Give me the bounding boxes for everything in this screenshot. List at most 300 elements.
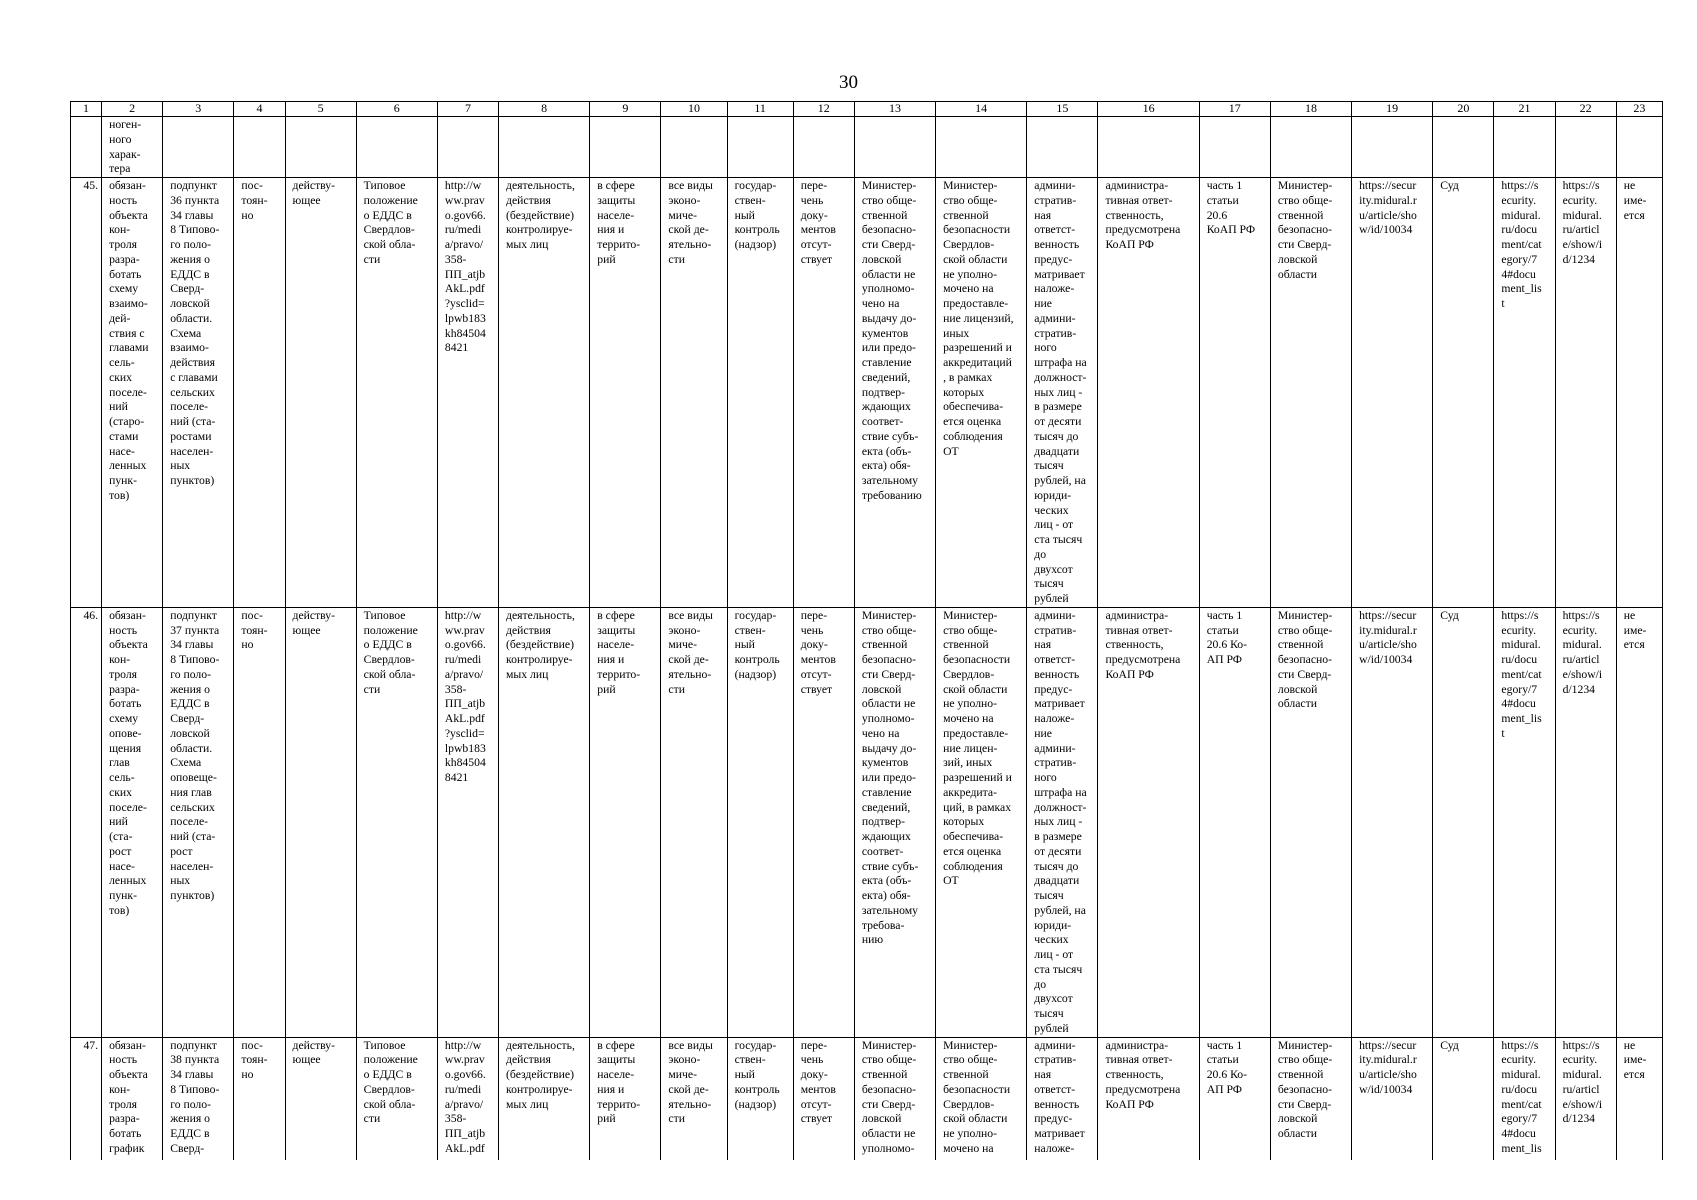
cell-line: 36 пункта (170, 193, 220, 207)
cell-line: матривает (1034, 697, 1085, 711)
cell-line: от десяти (1034, 844, 1082, 858)
table-cell (499, 117, 590, 178)
table-cell (590, 607, 661, 1037)
cell-line: тера (109, 162, 131, 176)
cell-line: ноген- (109, 118, 142, 131)
cell-line: ный (734, 208, 755, 222)
cell-line: o.gov66. (444, 208, 486, 222)
cell-line: тивная ответ- (1105, 623, 1173, 637)
cell-line (1563, 118, 1613, 119)
cell-line: Министер- (943, 608, 998, 622)
cell-line: (надзор) (734, 1097, 777, 1111)
table-cell (1616, 117, 1662, 178)
table-cell (590, 1037, 661, 1160)
cell-line: ской области (943, 1112, 1008, 1126)
cell-line: АП РФ (1206, 1082, 1243, 1096)
cell-line: сведений, (861, 370, 911, 384)
cell-line: име- (1623, 623, 1647, 637)
cell-line: Суд (1440, 1038, 1459, 1052)
cell-line: сти (363, 682, 381, 696)
cell-line: рий (597, 1112, 616, 1126)
table-cell (1027, 1037, 1098, 1160)
cell-line: контроль (734, 653, 780, 666)
cell-line: в сфере (597, 608, 635, 622)
table-cell (102, 117, 163, 178)
table-cell (793, 1037, 854, 1160)
cell-line: сти Сверд- (861, 238, 916, 251)
cell-line: u/article/sho (1359, 638, 1417, 652)
cell-line: http://w (444, 608, 482, 622)
cell-line: уполномо- (861, 282, 915, 296)
cell-line: t (1501, 297, 1505, 310)
cell-line: https://secur (1359, 1038, 1417, 1052)
cell-line: ждающих (861, 830, 911, 843)
cell-line: троля (109, 1097, 138, 1111)
cell-line: обязан- (109, 1038, 146, 1052)
table-cell (1027, 117, 1098, 178)
cell-line: ние (1034, 726, 1052, 740)
cell-line: кон- (109, 1082, 131, 1096)
cell-line: админи- (1034, 1038, 1076, 1052)
cell-line: жения о (170, 682, 210, 696)
cell-line: предоставле- (943, 297, 1009, 310)
cell-line: midural. (1562, 638, 1602, 652)
cell-line: https://s (1501, 608, 1539, 622)
cell-line: государ- (734, 179, 777, 192)
cell-line: AkL.pdf (444, 712, 485, 725)
cell-line: разрешений и (943, 341, 1012, 355)
table-cell (727, 178, 793, 608)
cell-line: выдачу до- (861, 741, 917, 755)
cell-line: Свердлов- (943, 667, 995, 681)
cell-line: 8421 (444, 341, 469, 355)
table-cell (1616, 607, 1662, 1037)
cell-line: тов) (109, 488, 130, 502)
cell-line: екта) обя- (861, 459, 911, 473)
table-cell (163, 607, 234, 1037)
table-cell (1098, 607, 1199, 1037)
cell-line: чено на (861, 297, 900, 310)
table-cell (1494, 607, 1555, 1037)
cell-line: сти (363, 1112, 381, 1126)
cell-line: ственность, (1105, 638, 1164, 652)
cell-line: рост (109, 844, 132, 858)
cell-line (1440, 118, 1490, 119)
cell-line: ботать (109, 267, 142, 281)
cell-line: действу- (292, 1038, 336, 1052)
cell-line: 45. (83, 179, 99, 192)
cell-line: объекта (109, 208, 148, 222)
cell-line: АП РФ (1206, 653, 1243, 666)
cell-line: безопасно- (1277, 653, 1333, 666)
cell-line: ответст- (1034, 1082, 1076, 1096)
table-cell (661, 117, 727, 178)
column-number-cell: 21 (1494, 102, 1555, 117)
cell-line: ской области (943, 252, 1008, 266)
cell-line: венность (1034, 1097, 1080, 1111)
cell-line (293, 118, 353, 119)
cell-line: не (1623, 1038, 1636, 1052)
cell-line: a/pravo/ (444, 667, 484, 681)
cell-line: троля (109, 238, 138, 251)
cell-line: безопасности (943, 653, 1011, 666)
cell-line: администра- (1105, 1038, 1169, 1052)
cell-line: тысяч до (1034, 859, 1079, 873)
cell-line: в сфере (597, 179, 635, 192)
column-number-cell: 12 (793, 102, 854, 117)
cell-line: ru/articl (1562, 1082, 1600, 1096)
cell-line: положение (363, 1053, 418, 1067)
requirements-table (70, 101, 1663, 1160)
table-cell (1098, 1037, 1199, 1160)
cell-line: админи- (1034, 179, 1076, 192)
cell-line: 8 Типово- (170, 223, 220, 237)
cell-line: населе- (597, 208, 635, 222)
cell-line: https://s (1501, 179, 1539, 192)
cell-line: ственной (943, 638, 989, 652)
cell-line: предус- (1034, 252, 1073, 266)
cell-line: наложе- (1034, 1141, 1075, 1155)
cell-line: контроль (734, 223, 780, 237)
cell-line: ных лиц - (1034, 385, 1083, 399)
cell-line: чень (800, 623, 824, 637)
column-number-cell: 18 (1270, 102, 1351, 117)
cell-line: мых лиц (506, 238, 549, 251)
column-number-cell: 17 (1199, 102, 1270, 117)
cell-line: ПП_atjb (444, 267, 486, 281)
cell-line: w/id/10034 (1359, 653, 1413, 666)
cell-line: ство обще- (861, 1053, 917, 1067)
table-cell (499, 607, 590, 1037)
cell-line: двухсот (1034, 992, 1073, 1006)
table-cell (234, 117, 285, 178)
cell-line: ственной (943, 208, 989, 222)
cell-line: (старо- (109, 415, 145, 428)
cell-line: име- (1623, 1053, 1647, 1067)
cell-line: тысяч (1034, 577, 1064, 591)
cell-line: рублей (1034, 1021, 1069, 1035)
cell-line: миче- (668, 1068, 698, 1081)
cell-line: 46. (83, 608, 99, 622)
cell-line: го поло- (170, 238, 211, 251)
cell-line: ная (1034, 208, 1052, 222)
cell-line: 34 главы (170, 1068, 214, 1081)
cell-line: ment/cat (1501, 238, 1542, 251)
cell-line: d/1234 (1562, 252, 1596, 266)
cell-line: обязан- (109, 608, 146, 622)
cell-line: в сфере (597, 1038, 635, 1052)
table-cell (1027, 178, 1098, 608)
cell-line: ity.midural.r (1359, 623, 1417, 637)
cell-line: ских (109, 785, 133, 799)
cell-line: http://w (444, 1038, 482, 1052)
cell-line: аккредитаций (943, 356, 1012, 369)
cell-line: штрафа на (1034, 356, 1087, 369)
cell-line (668, 118, 723, 119)
cell-line: или предо- (861, 771, 916, 784)
cell-line: 4#docu (1501, 1127, 1536, 1140)
cell-line: 358- (444, 252, 467, 266)
cell-line: ru/articl (1562, 223, 1600, 237)
cell-line: матривает (1034, 267, 1085, 281)
cell-line: ботать (109, 1127, 142, 1140)
table-cell (1352, 607, 1433, 1037)
cell-line: ется (1623, 208, 1645, 222)
cell-line: венность (1034, 667, 1080, 681)
cell-line: двадцати (1034, 444, 1080, 458)
table-cell (854, 607, 935, 1037)
table-cell (285, 117, 356, 178)
cell-line: деятельность, (506, 179, 575, 192)
table-cell (936, 117, 1027, 178)
cell-line: ментов (800, 653, 836, 666)
cell-line: midural. (1501, 1068, 1541, 1081)
table-cell (1270, 178, 1351, 608)
cell-line: жения о (170, 1112, 210, 1126)
cell-line: https://s (1562, 1038, 1600, 1052)
cell-line: пос- (241, 608, 263, 622)
cell-line: име- (1623, 193, 1647, 207)
cell-line: a/pravo/ (444, 238, 484, 251)
table-cell (793, 117, 854, 178)
cell-line: доку- (800, 208, 828, 222)
table-cell (727, 607, 793, 1037)
cell-line: ственность, (1105, 208, 1164, 222)
cell-line: ботать (109, 697, 142, 711)
cell-line: https://secur (1359, 608, 1417, 622)
cell-line: должност- (1034, 370, 1087, 384)
cell-line: жения о (170, 252, 210, 266)
table-cell (661, 178, 727, 608)
cell-line: поселе- (170, 815, 209, 829)
cell-line: сельских (170, 800, 215, 814)
table-cell (285, 1037, 356, 1160)
cell-line: 8421 (444, 771, 469, 784)
cell-line: двухсот (1034, 562, 1073, 576)
cell-line: midural. (1501, 208, 1541, 222)
table-cell (1433, 117, 1494, 178)
column-number-cell: 23 (1616, 102, 1662, 117)
cell-line: ecurity. (1501, 193, 1537, 207)
cell-line: egory/7 (1501, 682, 1538, 696)
column-number-cell: 4 (234, 102, 285, 117)
column-number-cell: 9 (590, 102, 661, 117)
cell-line: статьи (1206, 193, 1239, 207)
cell-line: 4#docu (1501, 697, 1536, 711)
cell-line: мых лиц (506, 667, 549, 681)
cell-line: http://w (444, 179, 482, 192)
cell-line: пунктов) (170, 474, 215, 487)
cell-line: ответст- (1034, 223, 1076, 237)
cell-line: поселе- (109, 385, 147, 399)
cell-line: (бездействие) (506, 1068, 574, 1081)
cell-line: u/article/sho (1359, 1068, 1417, 1081)
cell-line: насе- (109, 859, 135, 873)
cell-line: должност- (1034, 800, 1087, 814)
cell-line: ставление (861, 785, 912, 799)
table-cell (1352, 178, 1433, 608)
column-number-cell: 20 (1433, 102, 1494, 117)
cell-line: ный (734, 1068, 755, 1081)
cell-line: ru/medi (444, 1082, 482, 1096)
cell-line: го поло- (170, 1097, 211, 1111)
column-number-cell: 10 (661, 102, 727, 117)
cell-line: ство обще- (861, 623, 917, 637)
cell-line: ской де- (668, 223, 709, 237)
cell-line: пунктов) (170, 889, 215, 902)
cell-line: контролируе- (506, 653, 573, 666)
cell-line: главами (109, 341, 149, 355)
cell-line: сель- (109, 356, 135, 369)
table-cell (437, 178, 498, 608)
cell-line: админи- (1034, 608, 1076, 622)
cell-line (506, 118, 586, 119)
cell-line: сти (668, 682, 685, 696)
cell-line: 358- (444, 1112, 467, 1126)
cell-line: пере- (800, 608, 828, 622)
cell-line: ственной (861, 1068, 908, 1081)
cell-line: ственность, (1105, 1068, 1164, 1081)
cell-line: взаимо- (109, 297, 148, 310)
cell-line: деятельность, (506, 608, 575, 622)
cell-line: чень (800, 193, 824, 207)
cell-line: подпункт (170, 608, 217, 622)
cell-line: безопасно- (861, 1082, 916, 1096)
cell-line: тоян- (241, 193, 268, 207)
cell-line: Свердлов- (943, 1097, 995, 1111)
cell-line: предус- (1034, 1112, 1073, 1126)
table-cell (661, 1037, 727, 1160)
cell-line: график (109, 1141, 145, 1155)
table-cell (437, 607, 498, 1037)
cell-line: но (241, 638, 254, 652)
table-cell (1199, 607, 1270, 1037)
cell-line: выдачу до- (861, 311, 917, 325)
table-cell (71, 117, 102, 178)
cell-line: пере- (800, 179, 828, 192)
cell-line: ru/articl (1562, 653, 1600, 666)
cell-line: Сверд- (170, 1141, 205, 1155)
cell-line: области не (861, 1127, 916, 1140)
cell-line: безопасно- (861, 223, 916, 237)
table-row (71, 178, 1663, 608)
cell-line: кументов (861, 326, 909, 340)
cell-line: области (1277, 1127, 1317, 1140)
cell-line: лиц - от (1034, 518, 1074, 532)
cell-line: ментов (800, 223, 836, 237)
cell-line: мых лиц (506, 1097, 549, 1111)
cell-line: сти (668, 1112, 685, 1126)
cell-line: стратив- (1034, 623, 1077, 637)
cell-line: чень (800, 1053, 824, 1067)
cell-line: AkL.pdf (444, 282, 485, 296)
cell-line: Свердлов- (943, 238, 995, 251)
cell-line: ние лицензий, (943, 311, 1014, 325)
table-cell (234, 607, 285, 1037)
column-number-cell: 14 (936, 102, 1027, 117)
cell-line: доку- (800, 638, 828, 652)
cell-line: (бездействие) (506, 638, 574, 652)
cell-line: (бездействие) (506, 208, 574, 222)
cell-line (1105, 118, 1195, 119)
cell-line: ww.prav (444, 193, 485, 207)
cell-line: соблюдения (943, 859, 1003, 873)
cell-line: Сверд- (170, 282, 205, 296)
table-cell (102, 607, 163, 1037)
cell-line: объекта (109, 1068, 148, 1081)
cell-line: Сверд- (170, 712, 205, 725)
cell-line (597, 118, 657, 119)
cell-line: t (1501, 726, 1505, 740)
column-number-cell: 5 (285, 102, 356, 117)
cell-line: действия (506, 193, 551, 207)
table-cell (1199, 178, 1270, 608)
cell-line: харак- (109, 147, 141, 161)
cell-line: в размере (1034, 400, 1082, 414)
cell-line: https://secur (1359, 179, 1417, 192)
table-cell (1555, 1037, 1616, 1160)
cell-line: Министер- (861, 1038, 917, 1052)
cell-line: ru/docu (1501, 1082, 1538, 1096)
cell-line: го поло- (170, 667, 211, 681)
cell-line: наложе- (1034, 712, 1075, 725)
cell-line: ных лиц - (1034, 815, 1083, 829)
cell-line: зий, иных (943, 756, 993, 770)
cell-line: ww.prav (444, 623, 485, 637)
cell-line: тоян- (241, 1053, 268, 1067)
table-cell (437, 1037, 498, 1160)
cell-line: ment_lis (1501, 712, 1542, 725)
table-cell (854, 1037, 935, 1160)
cell-line: e/show/i (1562, 1097, 1603, 1111)
cell-line: подпункт (170, 179, 217, 192)
cell-line: ждающих (861, 400, 911, 414)
cell-line: защиты (597, 1053, 636, 1067)
cell-line: ние (1034, 297, 1052, 310)
cell-line: разра- (109, 1112, 140, 1126)
cell-line: ской области (943, 682, 1008, 696)
cell-line: рост (170, 844, 193, 858)
cell-line: ний (109, 400, 128, 414)
cell-line: террито- (597, 1097, 641, 1111)
cell-line: Министер- (861, 179, 917, 192)
cell-line: до (1034, 547, 1047, 561)
cell-line: соответ- (861, 844, 904, 858)
table-cell (102, 178, 163, 608)
cell-line: области (1277, 267, 1317, 281)
cell-line: ственной (1277, 638, 1324, 652)
table-cell (285, 607, 356, 1037)
cell-line: схему (109, 712, 139, 725)
cell-line: уполномо- (861, 1141, 915, 1155)
table-cell (1270, 1037, 1351, 1160)
cell-line: Схема (170, 326, 202, 340)
table-cell (1433, 1037, 1494, 1160)
cell-line: разра- (109, 252, 140, 266)
table-cell (163, 1037, 234, 1160)
cell-line: обязан- (109, 179, 146, 192)
cell-line: ментов (800, 1082, 836, 1096)
cell-line: ity.midural.r (1359, 193, 1417, 207)
cell-line: ленных (109, 874, 147, 888)
cell-line: ленных (109, 459, 147, 473)
cell-line: https://s (1501, 1038, 1539, 1052)
cell-line: ПП_atjb (444, 1127, 486, 1140)
cell-line: сельских (170, 385, 215, 399)
cell-line: ста тысяч (1034, 533, 1083, 546)
table-cell (163, 117, 234, 178)
cell-line: все виды (668, 1038, 713, 1052)
